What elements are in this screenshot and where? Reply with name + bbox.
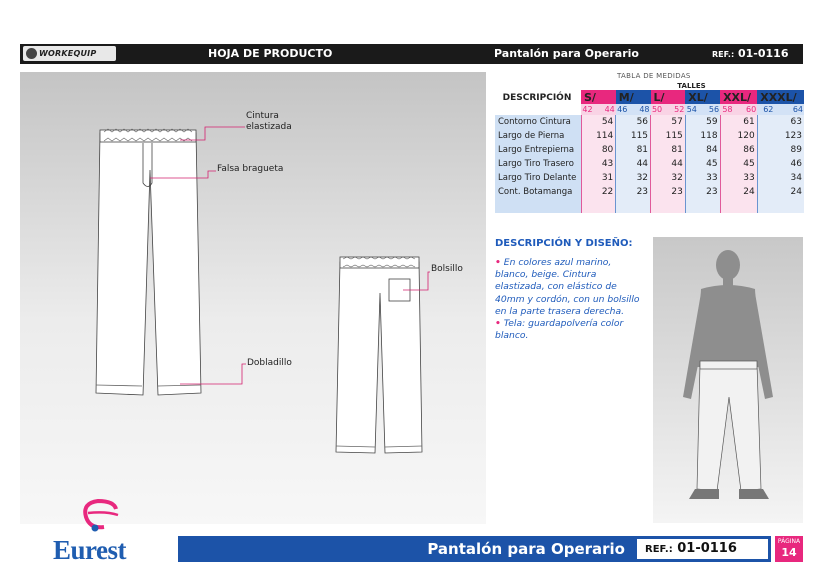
size-number: 60	[734, 104, 758, 115]
bullet-icon: •	[495, 318, 501, 330]
size-number: 46	[617, 105, 628, 114]
cell-spacer	[685, 157, 698, 171]
design-text	[495, 257, 645, 342]
cell-spacer	[651, 185, 664, 199]
table-cell: 81	[663, 143, 685, 157]
size-number: 48	[628, 104, 650, 115]
cell-spacer	[685, 185, 698, 199]
table-row	[495, 115, 804, 129]
cell-spacer	[581, 171, 594, 185]
design-item: • Tela: guardapolvería color blanco.	[495, 318, 624, 342]
cell-spacer	[616, 157, 629, 171]
size-header: M/	[616, 90, 651, 104]
label-dobladillo: Dobladillo	[247, 358, 292, 368]
front-pants-drawing	[96, 133, 201, 395]
cell-spacer	[757, 185, 774, 199]
table-cell: 33	[734, 171, 758, 185]
cell-spacer	[616, 185, 629, 199]
table-cell: 24	[774, 185, 804, 199]
size-number: 42	[582, 105, 593, 114]
table-cell: 43	[594, 157, 616, 171]
table-cell	[734, 199, 758, 213]
table-cell: 34	[774, 171, 804, 185]
table-row	[495, 143, 804, 157]
model-pants	[697, 365, 761, 491]
cell-spacer	[581, 129, 594, 143]
table-cell	[594, 199, 616, 213]
model-photo-panel	[653, 237, 803, 523]
cell-spacer	[757, 115, 774, 129]
cell-spacer	[616, 171, 629, 185]
bullet-icon: •	[495, 257, 501, 268]
table-cell: 123	[774, 129, 804, 143]
table-row	[495, 199, 804, 213]
table-cell: 115	[663, 129, 685, 143]
footer-bar	[178, 536, 771, 562]
row-label: Largo Tiro Trasero	[495, 157, 581, 171]
cell-spacer	[616, 199, 629, 213]
table-caption: TABLA DE MEDIDAS	[617, 72, 691, 80]
cell-spacer	[685, 199, 698, 213]
size-number: 56	[698, 104, 720, 115]
cell-spacer	[757, 157, 774, 171]
cell-spacer	[685, 171, 698, 185]
cell-spacer	[685, 129, 698, 143]
table-cell: 118	[698, 129, 720, 143]
table-cell: 63	[774, 115, 804, 129]
table-cell: 24	[734, 185, 758, 199]
cell-spacer	[757, 199, 774, 213]
cell-spacer	[651, 157, 664, 171]
cell-spacer	[757, 171, 774, 185]
table-cell: 23	[698, 185, 720, 199]
table-cell: 45	[698, 157, 720, 171]
row-label: Largo Entrepierna	[495, 143, 581, 157]
cell-spacer	[616, 115, 629, 129]
eurest-brand: Eurest	[53, 535, 127, 565]
size-number: 54	[686, 105, 697, 114]
table-cell: 61	[734, 115, 758, 129]
table-cell: 44	[628, 157, 650, 171]
table-cell	[663, 199, 685, 213]
row-label: Largo Tiro Delante	[495, 171, 581, 185]
cell-spacer	[581, 199, 594, 213]
cell-spacer	[720, 157, 733, 171]
table-cell: 81	[628, 143, 650, 157]
table-cell	[774, 199, 804, 213]
size-header: S/	[581, 90, 616, 104]
table-cell: 86	[734, 143, 758, 157]
table-cell: 59	[698, 115, 720, 129]
talles-header: TALLES	[677, 81, 706, 90]
table-row	[495, 129, 804, 143]
table-cell: 57	[663, 115, 685, 129]
cell-spacer	[720, 115, 733, 129]
row-label	[495, 199, 581, 213]
size-number: 44	[594, 104, 616, 115]
table-cell: 46	[774, 157, 804, 171]
table-cell: 114	[594, 129, 616, 143]
footer-product-title: Pantalón para Operario	[427, 540, 625, 558]
cell-spacer	[581, 185, 594, 199]
table-cell: 33	[698, 171, 720, 185]
cell-spacer	[720, 129, 733, 143]
footer-ref-value: 01-0116	[677, 541, 737, 556]
table-cell	[628, 199, 650, 213]
section-title: HOJA DE PRODUCTO	[208, 47, 333, 60]
cell-spacer	[581, 157, 594, 171]
size-header: L/	[651, 90, 686, 104]
design-heading: DESCRIPCIÓN Y DISEÑO:	[495, 238, 633, 249]
cell-spacer	[651, 171, 664, 185]
cell-spacer	[651, 129, 664, 143]
size-number: 52	[663, 104, 685, 115]
table-cell	[698, 199, 720, 213]
table-cell: 23	[663, 185, 685, 199]
footer-reference	[636, 538, 769, 560]
size-header: XXL/	[720, 90, 757, 104]
desc-header: DESCRIPCIÓN	[502, 93, 572, 103]
ref-label: REF.:	[712, 50, 735, 59]
cell-spacer	[720, 185, 733, 199]
table-cell: 45	[734, 157, 758, 171]
table-cell: 89	[774, 143, 804, 157]
table-cell: 115	[628, 129, 650, 143]
cell-spacer	[720, 171, 733, 185]
ref-value: 01-0116	[738, 47, 789, 60]
cell-spacer	[651, 143, 664, 157]
design-item: • En colores azul marino, blanco, beige. Cintura elastizada, con elástico de 40mm y cordón, con un bolsillo en la parte trasera derecha.	[495, 257, 640, 317]
table-cell: 32	[628, 171, 650, 185]
size-header: XL/	[685, 90, 720, 104]
cell-spacer	[720, 199, 733, 213]
page-indicator	[775, 536, 803, 562]
table-cell: 31	[594, 171, 616, 185]
cell-spacer	[720, 143, 733, 157]
size-number: 58	[720, 104, 733, 115]
size-header: XXXL/	[757, 90, 804, 104]
brand-name: WORKEQUIP	[39, 49, 97, 58]
label-falsa-bragueta: Falsa bragueta	[217, 164, 284, 174]
size-number: 64	[774, 104, 804, 115]
cell-spacer	[757, 143, 774, 157]
size-number: 50	[651, 105, 663, 114]
cell-spacer	[616, 143, 629, 157]
cell-spacer	[651, 115, 664, 129]
label-bolsillo: Bolsillo	[431, 264, 463, 274]
table-cell: 80	[594, 143, 616, 157]
page-number: 14	[781, 546, 797, 559]
table-cell: 23	[628, 185, 650, 199]
table-cell: 44	[663, 157, 685, 171]
table-cell: 32	[663, 171, 685, 185]
cell-spacer	[581, 143, 594, 157]
cell-spacer	[616, 129, 629, 143]
cell-spacer	[651, 199, 664, 213]
table-cell: 22	[594, 185, 616, 199]
table-cell: 54	[594, 115, 616, 129]
label-cintura: Cintura elastizada	[246, 111, 292, 132]
row-label: Largo de Pierna	[495, 129, 581, 143]
cell-spacer	[757, 129, 774, 143]
product-title: Pantalón para Operario	[494, 47, 639, 60]
size-table	[495, 81, 804, 213]
cell-spacer	[685, 143, 698, 157]
table-row	[495, 171, 804, 185]
footer-ref-label: REF.:	[645, 544, 673, 555]
cell-spacer	[581, 115, 594, 129]
table-row	[495, 185, 804, 199]
row-label: Contorno Cintura	[495, 115, 581, 129]
cell-spacer	[685, 115, 698, 129]
table-cell: 120	[734, 129, 758, 143]
table-row	[495, 157, 804, 171]
size-number: 62	[757, 104, 774, 115]
page-label: PÁGINA	[777, 538, 801, 545]
row-label: Cont. Botamanga	[495, 185, 581, 199]
model-figure-image	[653, 237, 803, 523]
table-cell: 84	[698, 143, 720, 157]
table-cell: 56	[628, 115, 650, 129]
